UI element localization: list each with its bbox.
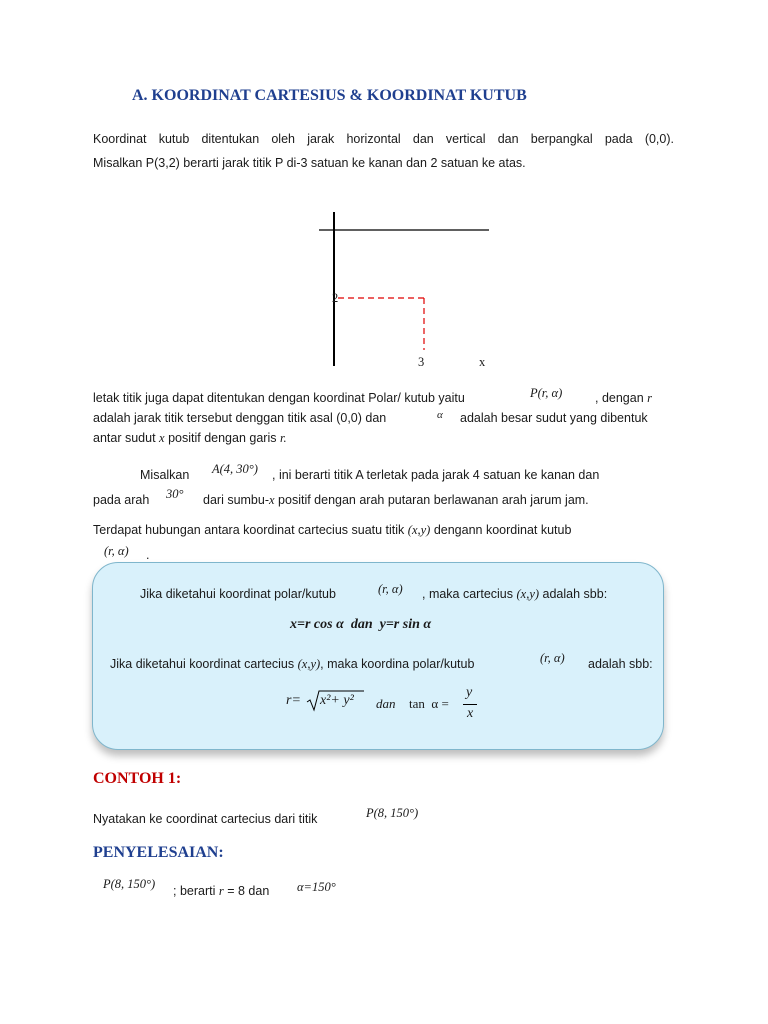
formula-tan: tan α =: [409, 696, 449, 711]
penyelesaian-heading: PENYELESAIAN:: [93, 844, 224, 861]
x-tick-label: 3: [418, 355, 425, 369]
box-text-1a: Jika diketahui koordinat polar/kutub: [140, 587, 336, 601]
box-line-2: [110, 657, 474, 672]
polar-expr-P: P(r, α): [530, 386, 563, 400]
box-text-1b: , maka cartecius: [422, 587, 514, 601]
example-text-1b: , ini berarti titik A terletak pada jarak 4 satuan ke kanan dan: [272, 468, 600, 482]
example-expr-A: A(4, 30°): [212, 462, 258, 476]
relation-line-1: [93, 523, 571, 538]
example-text-2b: dari sumbu-: [203, 493, 269, 507]
polar-alpha: α: [437, 409, 443, 421]
box-xy-1: (x,y): [516, 587, 540, 601]
box-expr-2: (r, α): [540, 651, 565, 665]
x-axis-label: x: [479, 355, 486, 369]
contoh-heading: CONTOH 1:: [93, 770, 182, 787]
example-angle: 30°: [166, 487, 184, 501]
relation-xy: (x,y): [407, 523, 431, 537]
box-text-2c: adalah sbb:: [588, 657, 653, 671]
box-text-2b: , maka koordina polar/kutub: [320, 657, 475, 671]
cartesian-figure: [316, 210, 516, 380]
example-line-2-tail: [203, 493, 589, 508]
formula-radicand: x²+ y²: [320, 693, 354, 708]
example-text-2a: pada arah: [93, 493, 150, 507]
box-text-2a: Jika diketahui koordinat cartecius: [110, 657, 295, 671]
polar-line-3: [93, 431, 287, 446]
example-text-2c: positif dengan arah putaran berlawanan arah jarum jam.: [278, 493, 589, 507]
penyelesaian-text-b: = 8 dan: [227, 884, 270, 898]
intro-line-2: Misalkan P(3,2) berarti jarak titik P di-3 satuan ke kanan dan 2 satuan ke atas.: [93, 156, 526, 170]
polar-text-1b: , dengan: [595, 391, 644, 405]
polar-line-1: [93, 391, 465, 405]
polar-text-1a: letak titik juga dapat ditentukan dengan koordinat Polar/ kutub yaitu: [93, 391, 465, 405]
polar-line-1-tail: [595, 391, 652, 406]
y-tick-label: 2: [332, 291, 339, 305]
formula-r: [286, 693, 301, 709]
example-text-1a: Misalkan: [140, 468, 190, 482]
penyelesaian-text-a: ; berarti: [173, 884, 216, 898]
formula-xy: x=r cos α dan y=r sin α: [290, 617, 432, 632]
relation-expr: (r, α): [104, 544, 129, 558]
penyelesaian-expr: P(8, 150°): [103, 877, 156, 891]
polar-text-2a: adalah jarak titik tersebut denggan titik asal (0,0) dan: [93, 411, 387, 425]
box-xy-2: (x,y): [297, 657, 321, 671]
contoh-expr: P(8, 150°): [366, 806, 419, 820]
penyelesaian-alpha: α=150°: [297, 880, 336, 894]
polar-text-3a: antar sudut: [93, 431, 156, 445]
relation-text-1b: dengann koordinat kutub: [433, 523, 572, 537]
formula-frac-den: x: [467, 706, 474, 721]
box-line-1: [140, 587, 336, 601]
formula-r-lhs: r=: [286, 693, 301, 708]
formula-frac-num: y: [466, 685, 473, 700]
polar-var-r: r: [647, 391, 653, 405]
formula-frac-bar: [463, 704, 477, 705]
penyelesaian-line: [173, 884, 269, 899]
penyelesaian-var-r: r: [218, 884, 224, 898]
box-expr-1: (r, α): [378, 582, 403, 596]
box-text-1c: adalah sbb:: [542, 587, 608, 601]
contoh-text: Nyatakan ke coordinat cartecius dari titik: [93, 812, 318, 826]
relation-dot: .: [146, 548, 150, 562]
relation-text-1a: Terdapat hubungan antara koordinat cartecius suatu titik: [93, 523, 405, 537]
formula-dan: dan: [376, 696, 396, 711]
polar-var-r-end: r.: [279, 431, 287, 445]
polar-var-x: x: [159, 431, 165, 445]
intro-line-1: Koordinat kutub ditentukan oleh jarak horizontal dan vertical dan berpangkal pada (0,0).: [93, 132, 674, 146]
page-title: A. KOORDINAT CARTESIUS & KOORDINAT KUTUB: [132, 87, 527, 104]
cartesian-figure-svg: [316, 210, 516, 380]
box-line-1-tail: [422, 587, 607, 602]
polar-line-2-tail: adalah besar sudut yang dibentuk: [460, 411, 648, 425]
polar-text-3b: positif dengan garis: [168, 431, 277, 445]
polar-line-2: [93, 411, 386, 425]
example-var-x: x: [269, 493, 275, 507]
